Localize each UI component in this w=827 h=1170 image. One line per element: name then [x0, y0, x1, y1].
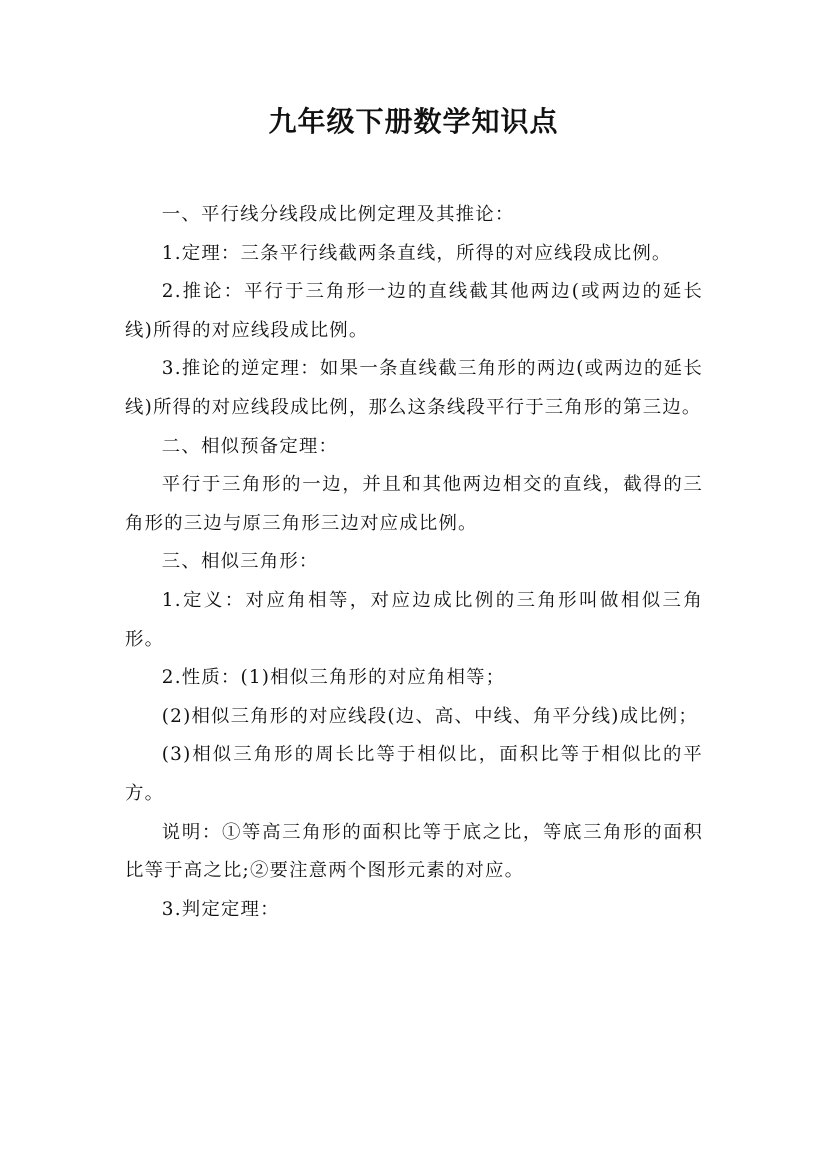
paragraph-note: 说明：①等高三角形的面积比等于底之比，等底三角形的面积比等于高之比;②要注意两个图形元素的对应。	[125, 821, 703, 882]
paragraph-preliminary-theorem: 平行于三角形的一边，并且和其他两边相交的直线，截得的三角形的三边与原三角形三边对应成比例。	[125, 474, 703, 534]
paragraph-converse-corollary: 3.推论的逆定理：如果一条直线截三角形的两边(或两边的延长线)所得的对应线段成比例，那么这条线段平行于三角形的第三边。	[125, 358, 703, 418]
paragraph-definition: 1.定义：对应角相等，对应边成比例的三角形叫做相似三角形。	[125, 589, 703, 650]
paragraph-theorem: 1.定理：三条平行线截两条直线，所得的对应线段成比例。	[161, 242, 672, 264]
paragraph-property-3: (3)相似三角形的周长比等于相似比，面积比等于相似比的平方。	[125, 744, 703, 804]
paragraph-property-1: 2.性质：(1)相似三角形的对应角相等；	[161, 667, 506, 689]
document-body	[125, 196, 703, 929]
paragraph-property-2: (2)相似三角形的对应线段(边、高、中线、角平分线)成比例；	[161, 705, 698, 727]
section-heading-parallel-lines: 一、平行线分线段成比例定理及其推论：	[161, 204, 515, 225]
section-heading-similarity-preliminary: 二、相似预备定理：	[161, 435, 339, 457]
section-heading-similar-triangles: 三、相似三角形：	[161, 551, 319, 573]
document-title: 九年级下册数学知识点	[268, 105, 559, 138]
paragraph-corollary: 2.推论：平行于三角形一边的直线截其他两边(或两边的延长线)所得的对应线段成比例。	[125, 281, 703, 341]
paragraph-criteria-heading: 3.判定定理：	[161, 898, 280, 920]
